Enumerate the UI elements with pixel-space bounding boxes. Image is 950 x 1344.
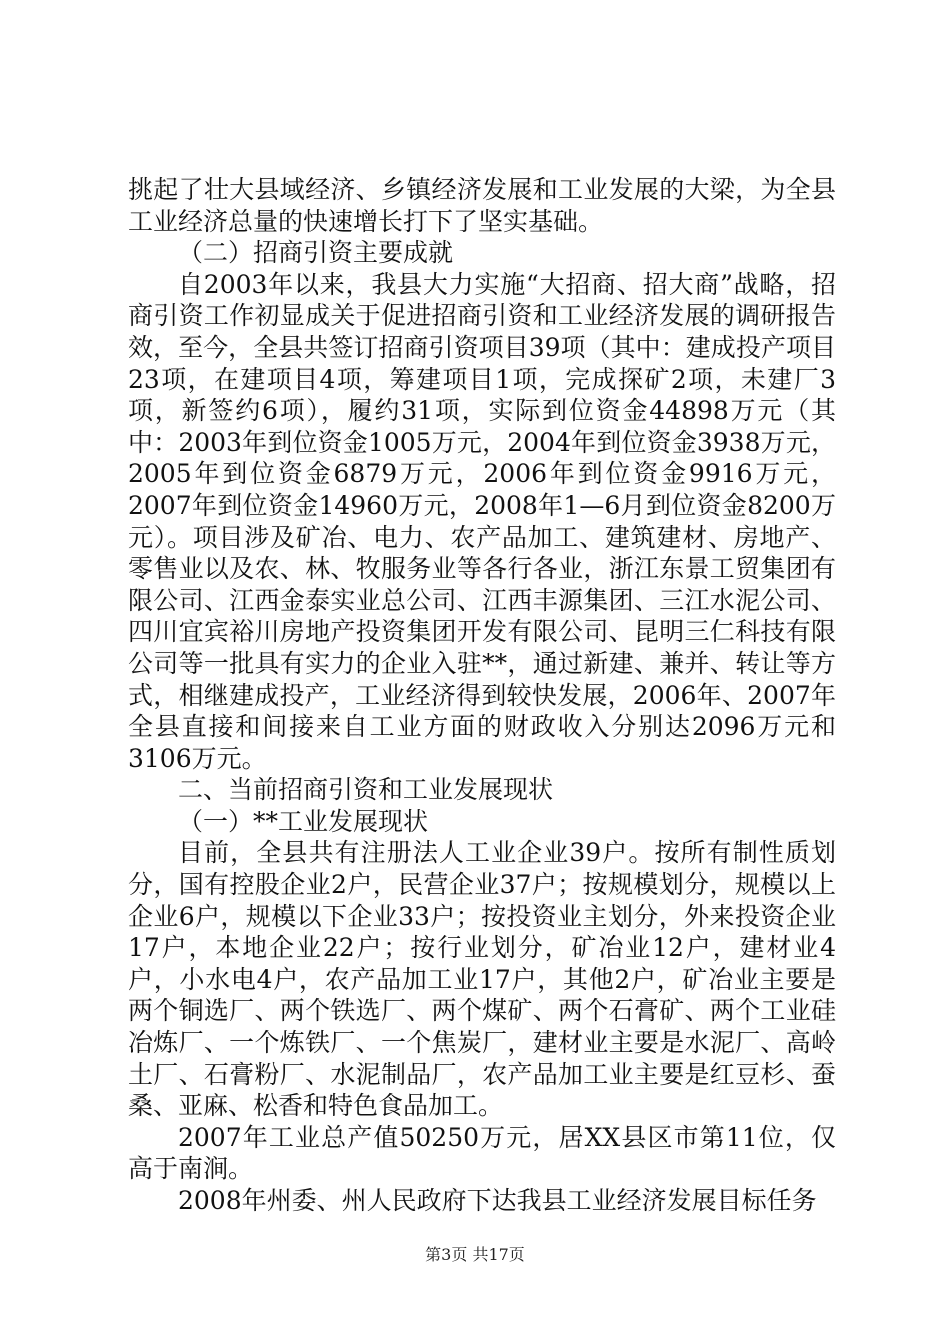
paragraph-investment-results: 自2003年以来，我县大力实施“大招商、招大商”战略，招商引资工作初显成关于促进招商引资和工业经济发展的调研报告效，至今，全县共签订招商引资项目39项（其中：建成投产项目23项，在建项目4项，筹建项目1项，完成探矿2项，未建厂3项，新签约6项），履约31项，实际到位资金44898万元（其中：2003年到位资金1005万元，2004年到位资金3938万元，2005年到位资金6879万元，2006年到位资金9916万元，2007年到位资金14960万元，2008年1—6月到位资金8200万元）。项目涉及矿冶、电力、农产品加工、建筑建材、房地产、零售业以及农、林、牧服务业等各行各业，浙江东景工贸集团有限公司、江西金泰实业总公司、江西丰源集团、三江水泥公司、四川宜宾裕川房地产投资集团开发有限公司、昆明三仁科技有限公司等一批具有实力的企业入驻**，通过新建、兼并、转让等方式，相继建成投产，工业经济得到较快发展，2006年、2007年全县直接和间接来自工业方面的财政收入分别达2096万元和3106万元。 <box>128 269 836 773</box>
paragraph-targets: 2008年州委、州人民政府下达我县工业经济发展目标任务 <box>178 1186 817 1215</box>
paragraph-continuation: 挑起了壮大县域经济、乡镇经济发展和工业发展的大梁，为全县工业经济总量的快速增长打下了坚实基础。 <box>128 175 836 236</box>
subsection-heading-industry-status: （一）**工业发展现状 <box>178 806 429 836</box>
section-heading-current-status: 二、当前招商引资和工业发展现状 <box>178 775 554 805</box>
paragraph-output-value: 2007年工业总产值50250万元，居XX县区市第11位，仅高于南涧。 <box>128 1122 836 1184</box>
paragraph-enterprise-overview: 目前，全县共有注册法人工业企业39户。按所有制性质划分，国有控股企业2户，民营企业37户；按规模划分，规模以上企业6户，规模以下企业33户；按投资业主划分，外来投资企业17户，本地企业22户；按行业划分，矿冶业12户，建材业4户，小水电4户，农产品加工业17户，其他2户，矿冶业主要是两个铜选厂、两个铁选厂、两个煤矿、两个石膏矿、两个工业硅冶炼厂、一个炼铁厂、一个焦炭厂，建材业主要是水泥厂、高岭土厂、石膏粉厂、水泥制品厂，农产品加工业主要是红豆杉、蚕桑、亚麻、松香和特色食品加工。 <box>128 838 836 1121</box>
document-body <box>128 174 836 1217</box>
section-heading-investment-achievements: （二）招商引资主要成就 <box>178 238 454 268</box>
page-footer: 第3页 共17页 <box>425 1245 525 1264</box>
